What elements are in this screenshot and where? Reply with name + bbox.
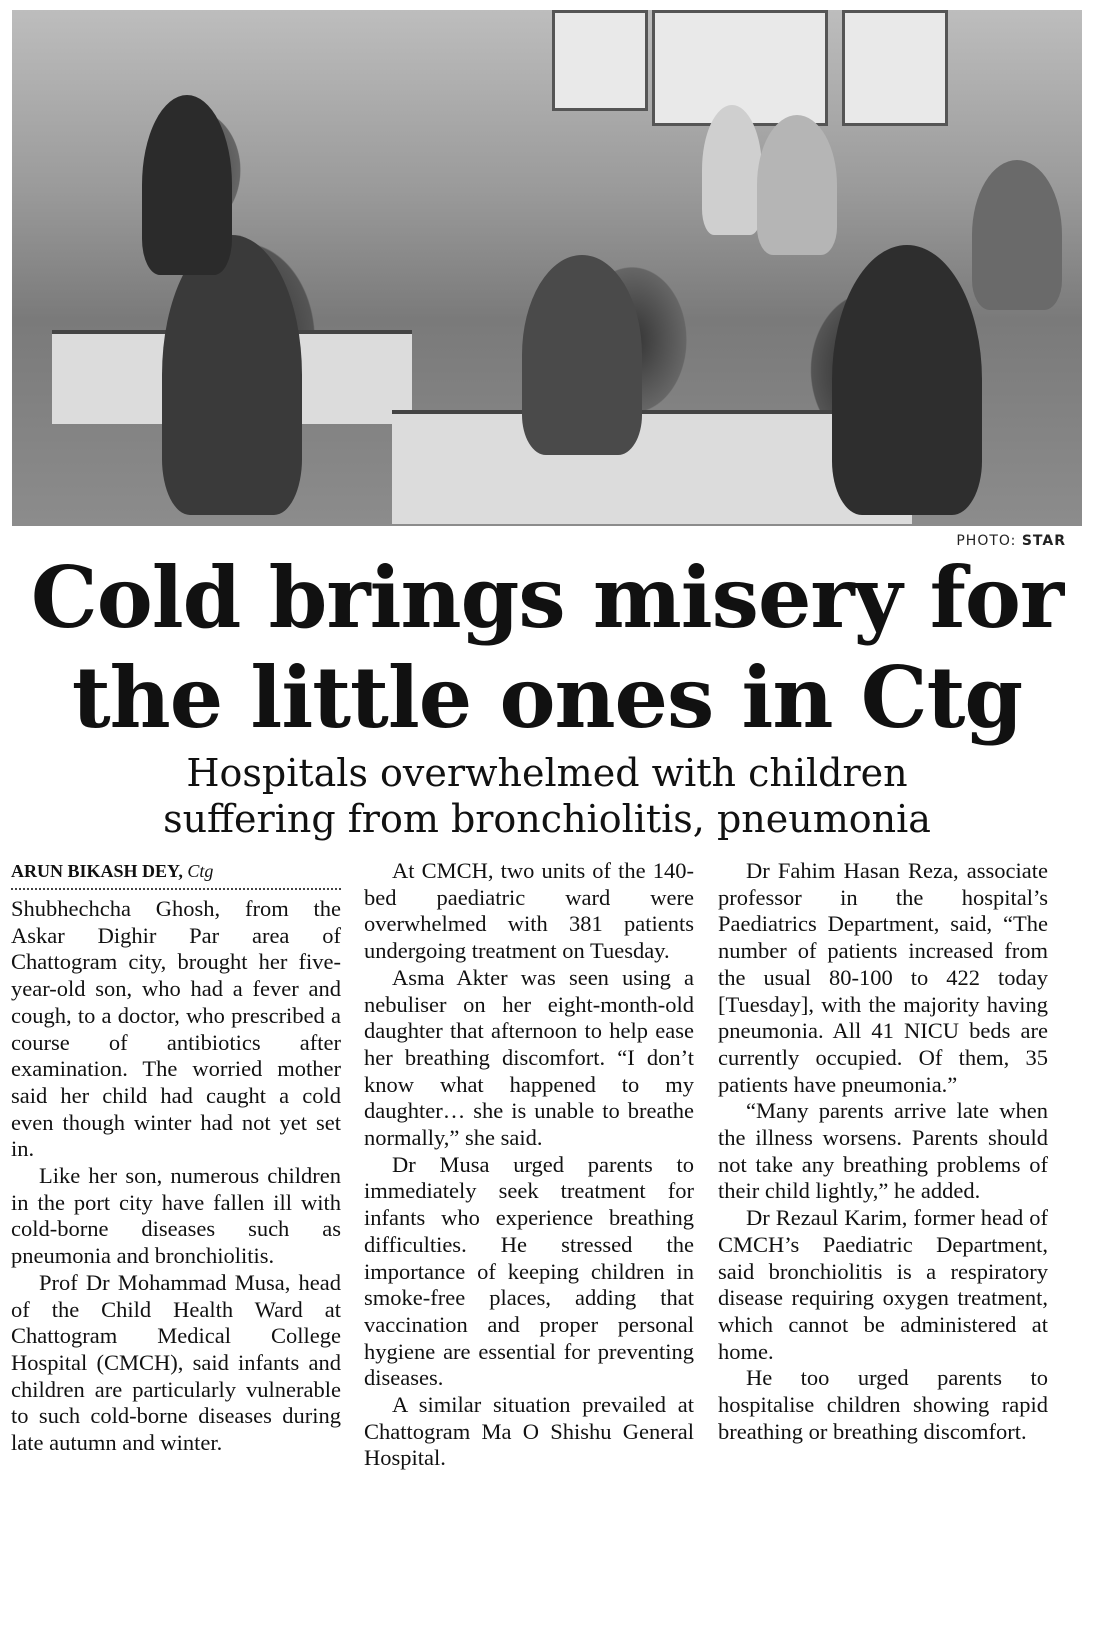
photo-credit-source: STAR [1021,533,1066,549]
subheadline [0,750,1094,842]
photo-figure [757,115,837,255]
photo-figure [702,105,762,235]
photo-figure [162,235,302,515]
paragraph: Dr Rezaul Karim, former head of CMCH’s Paediatric Department, said bronchiolitis is a respiratory disease requiring oxygen treatment, which cannot be administered at home. [718,1205,1048,1364]
paragraph: Prof Dr Mohammad Musa, head of the Child Health Ward at Chattogram Medical College Hospital (CMCH), said infants and children are particularly vulnerable to such cold-borne diseases during late autumn and winter. [11,1269,341,1456]
photo-figure [522,255,642,455]
photo-window [842,10,948,126]
paragraph: He too urged parents to hospitalise children showing rapid breathing or breathing discomfort. [718,1365,1048,1444]
article-column-1 [11,858,341,1457]
headline-line-2: the little ones in Ctg [71,648,1023,747]
byline-author: ARUN BIKASH DEY, [11,861,183,881]
photo-figure [832,245,982,515]
byline [11,858,341,890]
headline [0,548,1094,748]
headline-line-1: Cold brings misery for [30,548,1064,647]
byline-location: Ctg [187,861,214,881]
paragraph: Shubhechcha Ghosh, from the Askar Dighir Par area of Chattogram city, brought her five-year-old son, who had a fever and cough, to a doctor, who prescribed a course of antibiotics after examination. The worried mother said her child had caught a cold even though winter had not yet set in. [11,896,341,1162]
subheadline-line-1: Hospitals overwhelmed with children [186,751,908,795]
paragraph: Dr Musa urged parents to immediately seek treatment for infants who experience breathing difficulties. He stressed the importance of keeping children in smoke-free places, adding that vaccination and proper personal hygiene are essential for preventing diseases. [364,1151,694,1391]
paragraph: Like her son, numerous children in the port city have fallen ill with cold-borne diseases such as pneumonia and bronchiolitis. [11,1163,341,1269]
photo-credit [956,533,1066,549]
news-photo [12,10,1082,526]
photo-figure [972,160,1062,310]
article-column-3 [718,858,1048,1445]
photo-figure [142,95,232,275]
paragraph: Asma Akter was seen using a nebuliser on her eight-month-old daughter that afternoon to help ease her breathing discomfort. “I don’t know what happened to my daughter… she is unable to breathe normally,” she said. [364,964,694,1151]
subheadline-line-2: suffering from bronchiolitis, pneumonia [163,797,931,841]
article-column-2 [364,858,694,1472]
photo-credit-label: PHOTO: [956,533,1017,549]
paragraph: A similar situation prevailed at Chattogram Ma O Shishu General Hospital. [364,1392,694,1471]
paragraph: At CMCH, two units of the 140-bed paediatric ward were overwhelmed with 381 patients undergoing treatment on Tuesday. [364,858,694,964]
paragraph: Dr Fahim Hasan Reza, associate professor in the hospital’s Paediatrics Department, said, “The number of patients increased from the usual 80-100 to 422 today [Tuesday], with the majority having pneumonia. All 41 NICU beds are currently occupied. Of them, 35 patients have pneumonia.” [718,858,1048,1097]
photo-window [552,10,648,111]
paragraph: “Many parents arrive late when the illness worsens. Parents should not take any breathing problems of their child lightly,” he added. [718,1098,1048,1204]
